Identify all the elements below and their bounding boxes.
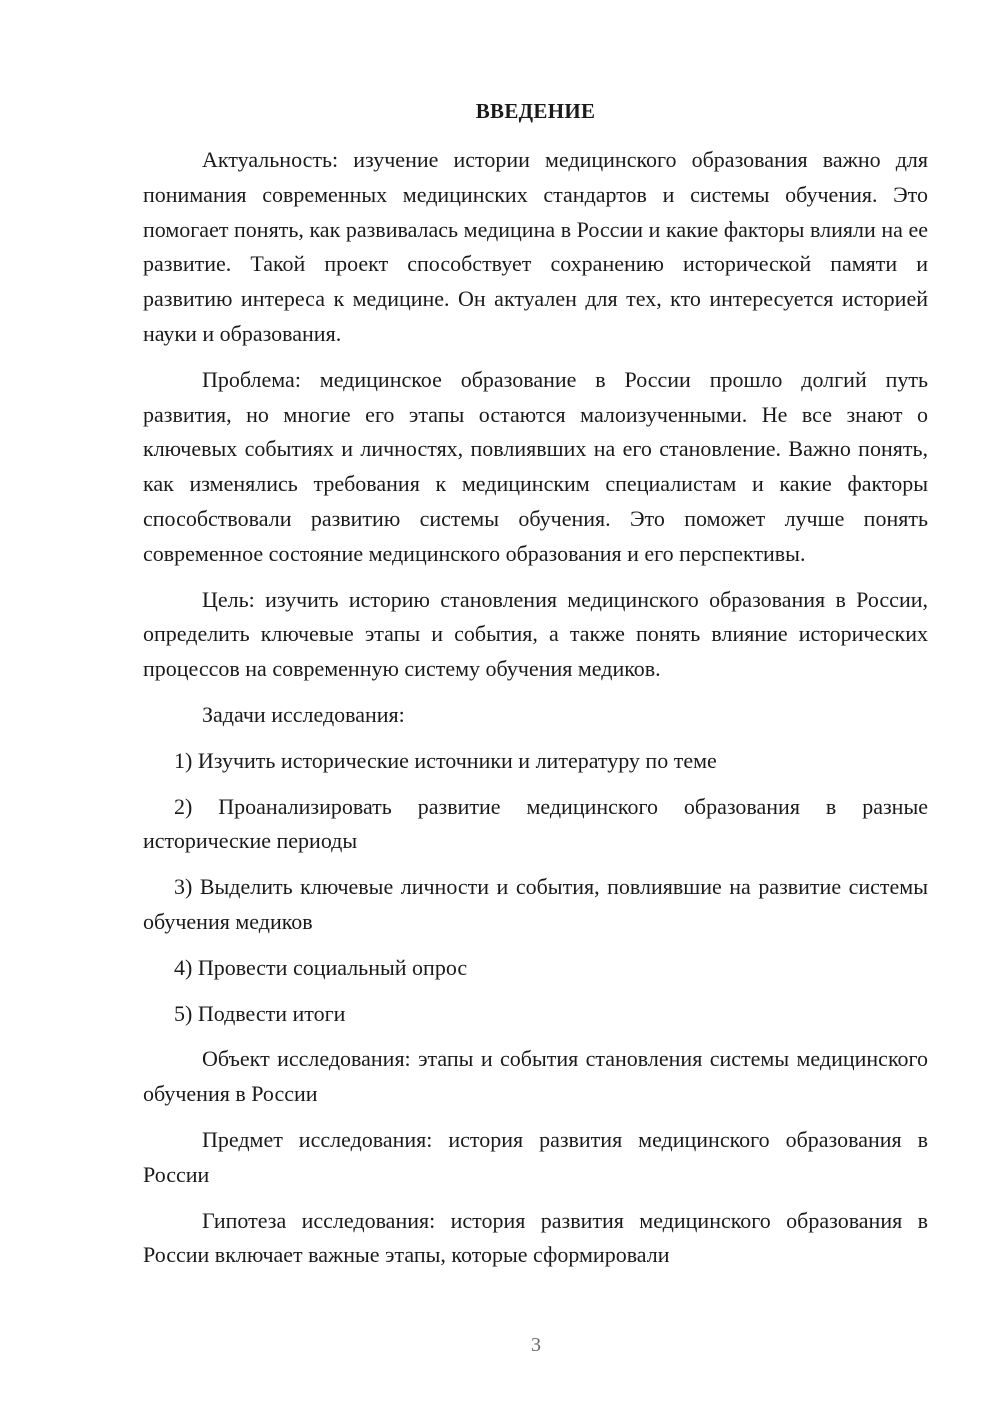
task-item-3: 3) Выделить ключевые личности и события, повлиявшие на развитие системы обучения медиков — [143, 874, 928, 934]
document-body — [143, 143, 928, 1284]
task-item-1: 1) Изучить исторические источники и литературу по теме — [174, 747, 717, 773]
paragraph-goal: Цель: изучить историю становления медицинского образования в России, определить ключевые этапы и события, а также понять влияние исторических процессов на современную систему обучения медиков. — [143, 586, 928, 682]
paragraph-subject: Предмет исследования: история развития медицинского образования в России — [143, 1126, 928, 1187]
paragraph-tasks-heading: Задачи исследования: — [202, 701, 405, 727]
paragraph-hypothesis: Гипотеза исследования: история развития медицинского образования в России включает важные этапы, которые сформировали — [143, 1207, 928, 1268]
task-item-2: 2) Проанализировать развитие медицинского образования в разные исторические периоды — [143, 793, 928, 854]
section-title: ВВЕДЕНИЕ — [475, 99, 596, 123]
page-number: 3 — [531, 1334, 541, 1356]
paragraph-object: Объект исследования: этапы и события становления системы медицинского обучения в России — [143, 1046, 928, 1107]
paragraph-relevance: Актуальность: изучение истории медицинского образования важно для понимания современных медицинских стандартов и системы обучения. Это помогает понять, как развивалась медицина в России и какие факторы влияли на ее развитие. Такой проект способствует сохранению исторической памяти и развитию интереса к медицине. Он актуален для тех, кто интересуется историей науки и образования. — [143, 147, 928, 346]
task-item-5: 5) Подвести итоги — [174, 1000, 346, 1026]
paragraph-problem: Проблема: медицинское образование в России прошло долгий путь развития, но многие его этапы остаются малоизученными. Не все знают о ключевых событиях и личностях, повлиявших на его становление. Важно понять, как изменялись требования к медицинским специалистам и какие факторы способствовали развитию системы обучения. Это поможет лучше понять современное состояние медицинского образования и его перспективы. — [143, 366, 928, 566]
task-item-4: 4) Провести социальный опрос — [174, 954, 468, 980]
